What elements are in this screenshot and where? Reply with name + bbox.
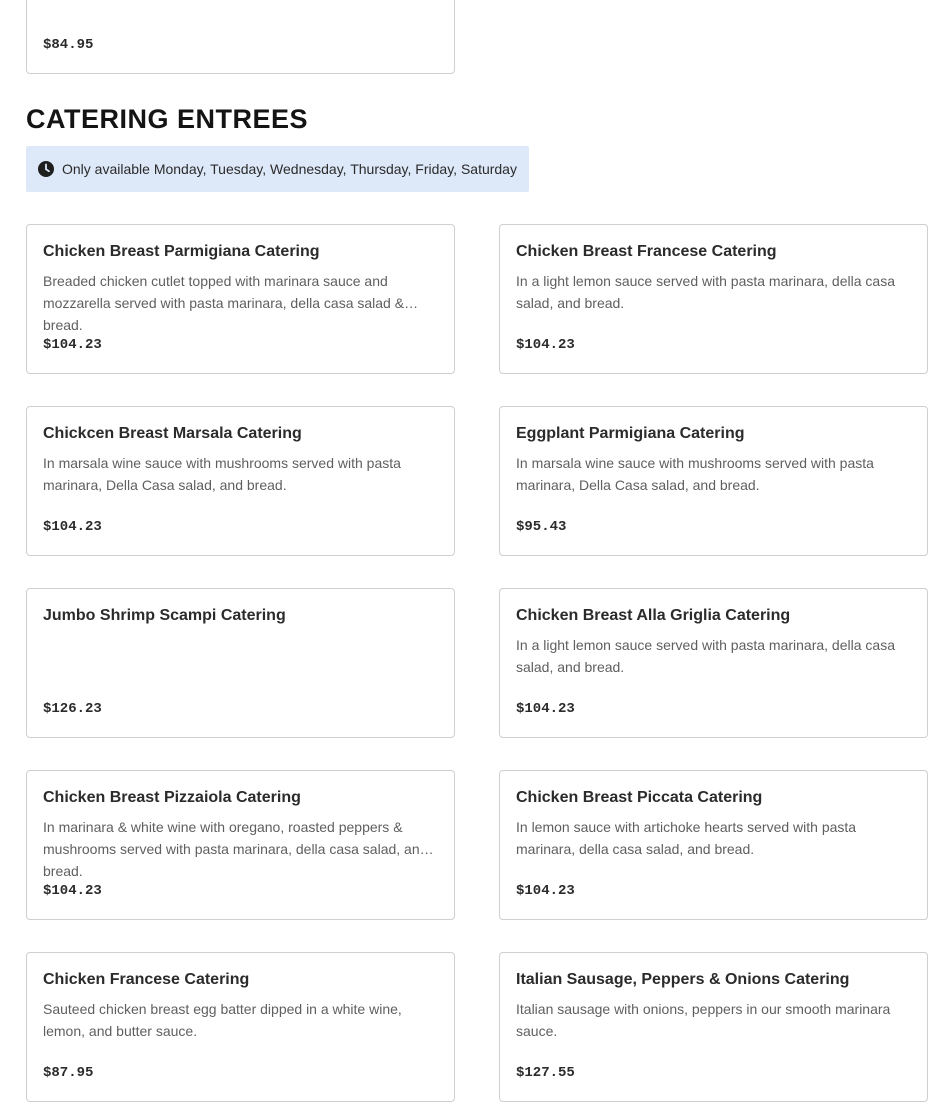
item-price: $104.23	[43, 337, 102, 353]
item-name: Chicken Breast Pizzaiola Catering	[43, 789, 301, 806]
item-price: $95.43	[516, 519, 567, 535]
item-description: Breaded chicken cutlet topped with marinara sauce and mozzarella served with pasta marinara, della casa salad & bread.	[43, 273, 405, 333]
menu-item-card[interactable]	[26, 588, 455, 738]
item-price: $104.23	[516, 701, 575, 717]
item-price: $104.23	[43, 883, 102, 899]
menu-item-card[interactable]	[499, 952, 928, 1102]
item-name: Chicken Breast Alla Griglia Catering	[516, 607, 791, 624]
clock-icon	[37, 160, 55, 178]
menu-item-card[interactable]	[499, 406, 928, 556]
menu-item-card[interactable]	[26, 406, 455, 556]
item-description: In marsala wine sauce with mushrooms served with pasta marinara, Della Casa salad, and bread.	[516, 455, 874, 493]
menu-item-card[interactable]	[26, 770, 455, 920]
item-description: In marsala wine sauce with mushrooms served with pasta marinara, Della Casa salad, and bread.	[43, 455, 401, 493]
item-price: $87.95	[43, 1065, 94, 1081]
item-name: Jumbo Shrimp Scampi Catering	[43, 607, 286, 624]
item-description: Italian sausage with onions, peppers in our smooth marinara sauce.	[516, 1001, 891, 1039]
item-price: $104.23	[43, 519, 102, 535]
item-description: In a light lemon sauce served with pasta marinara, della casa salad, and bread.	[516, 637, 895, 675]
menu-item-card[interactable]	[499, 588, 928, 738]
item-name: Eggplant Parmigiana Catering	[516, 425, 745, 442]
item-description: In a light lemon sauce served with pasta marinara, della casa salad, and bread.	[516, 273, 895, 311]
item-price: $127.55	[516, 1065, 575, 1081]
item-name: Italian Sausage, Peppers & Onions Catering	[516, 971, 850, 988]
item-price: $84.95	[43, 37, 94, 53]
item-description: In lemon sauce with artichoke hearts served with pasta marinara, della casa salad, and bread.	[516, 819, 857, 857]
availability-banner	[26, 146, 529, 192]
menu-item-card[interactable]	[26, 224, 455, 374]
menu-item-card[interactable]	[26, 0, 455, 74]
section-title: CATERING ENTREES	[26, 104, 309, 134]
menu-item-card[interactable]	[499, 224, 928, 374]
item-price: $104.23	[516, 883, 575, 899]
item-price: $104.23	[516, 337, 575, 353]
menu-item-card[interactable]	[26, 952, 455, 1102]
item-name: Chicken Breast Piccata Catering	[516, 789, 763, 806]
item-name: Chicken Breast Parmigiana Catering	[43, 243, 320, 260]
item-name: Chicken Breast Francese Catering	[516, 243, 777, 260]
item-name: Chicken Francese Catering	[43, 971, 250, 988]
availability-text: Only available Monday, Tuesday, Wednesday, Thursday, Friday, Saturday	[62, 161, 517, 177]
menu-item-card[interactable]	[499, 770, 928, 920]
item-price: $126.23	[43, 701, 102, 717]
item-name: Chickcen Breast Marsala Catering	[43, 425, 302, 442]
item-description: Sauteed chicken breast egg batter dipped in a white wine, lemon, and butter sauce.	[43, 1001, 402, 1039]
item-description: In marinara & white wine with oregano, roasted peppers & mushrooms served with pasta marinara, della casa salad, and bread.	[43, 819, 428, 879]
